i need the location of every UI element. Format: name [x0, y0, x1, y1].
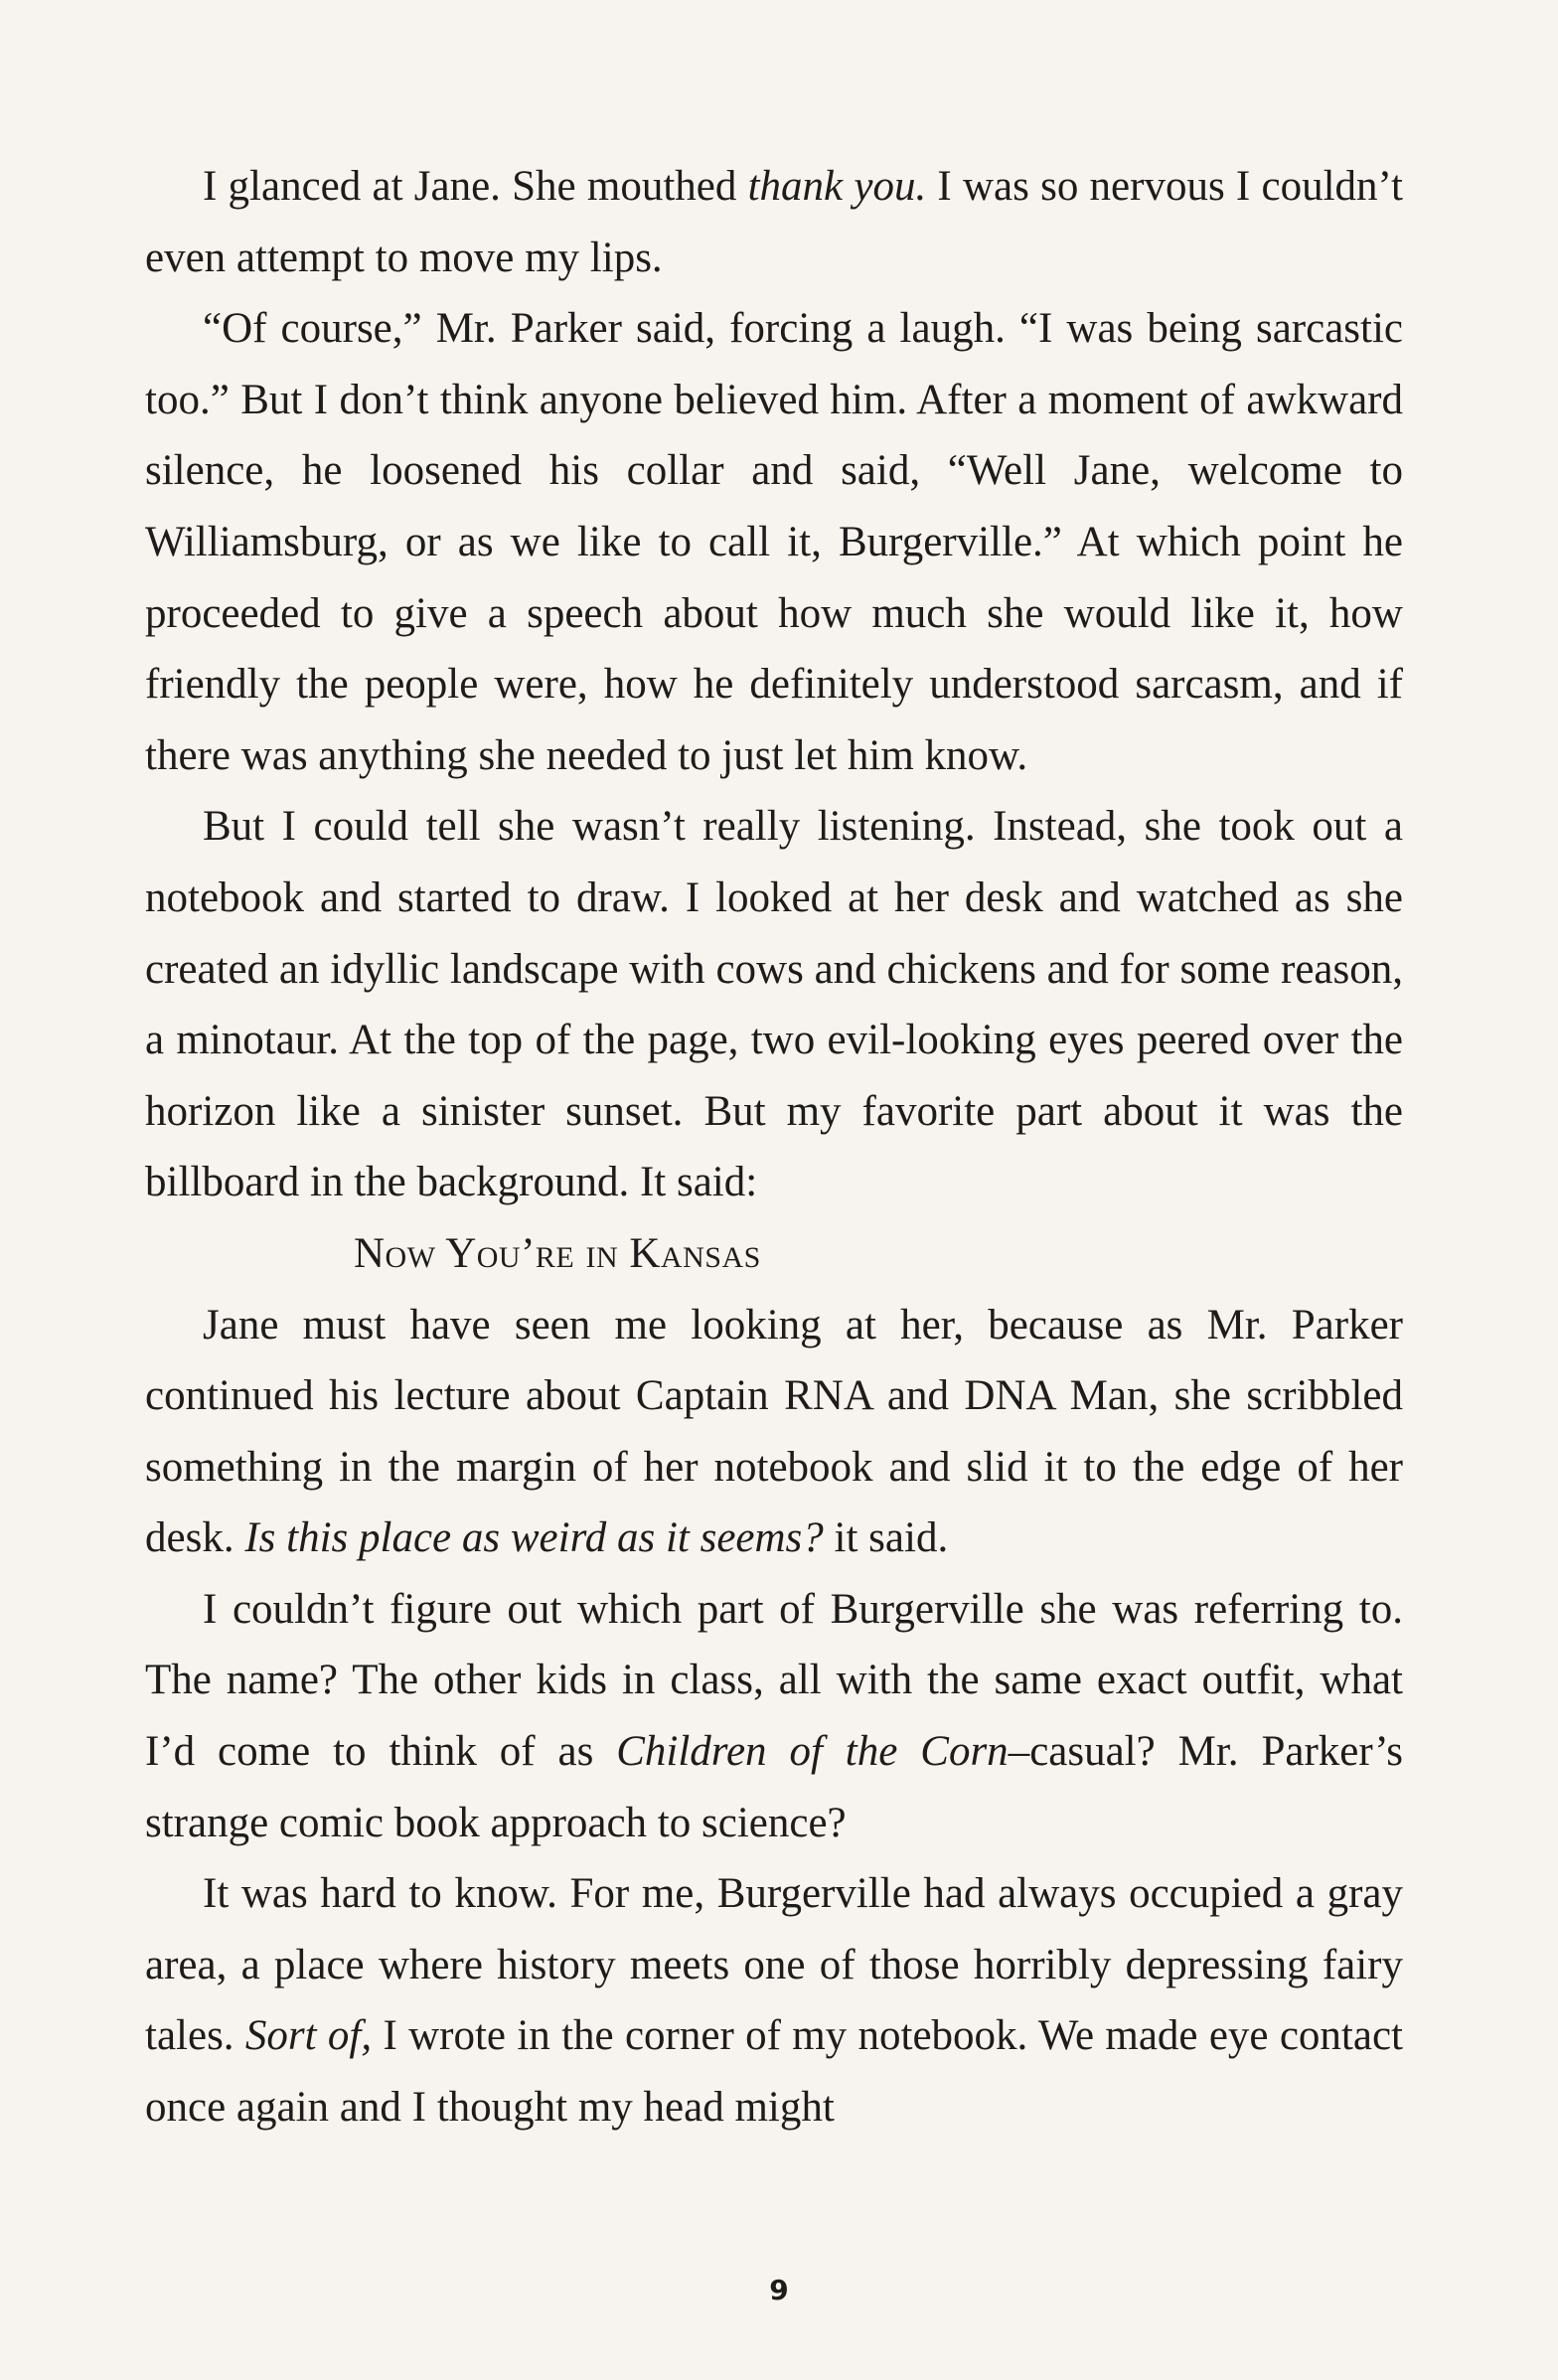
paragraph-6-text-a: It was hard to know. For me, Burgerville had always occupied a gray area, a place where history meets one of those horribly depressing fairy tales.	[145, 1870, 1403, 2060]
paragraph-1-italic: thank you.	[747, 163, 927, 210]
paragraph-5-italic: Children of the Corn	[616, 1728, 1009, 1776]
paragraph-4-text-a: Jane must have seen me looking at her, because as Mr. Parker continued his lecture about Captain RNA and DNA Man, she scribbled something in the margin of her notebook and slid it to the edge of her desk.	[145, 1301, 1403, 1562]
paragraph-5-text-c: –casual? Mr. Parker’s strange comic book approach to science?	[145, 1728, 1403, 1846]
paragraph-6-italic: Sort of,	[244, 2012, 373, 2060]
paragraph-4-italic: Is this place as weird as it seems?	[244, 1514, 824, 1562]
paragraph-4	[145, 1290, 1403, 1574]
page-number: 9	[769, 2274, 789, 2306]
body-text	[145, 151, 1403, 2143]
paragraph-5-text-a: I couldn’t figure out which part of Burgerville she was referring to. The name? The other kids in class, all with the same exact outfit, what I’d come to think of as	[145, 1585, 1403, 1776]
paragraph-6-text-c: I wrote in the corner of my notebook. We made eye contact once again and I thought my head might	[145, 2012, 1403, 2132]
paragraph-2: “Of course,” Mr. Parker said, forcing a laugh. “I was being sarcastic too.” But I don’t think anyone believed him. After a moment of awkward silence, he loosened his collar and said, “Well Jane, welcome to Williamsburg, or as we like to call it, Burgerville.” At which point he proceeded to give a speech about how much she would like it, how friendly the people were, how he definitely understood sarcasm, and if there was anything she needed to just let him know.	[145, 305, 1403, 779]
paragraph-1-text-c: I was so nervous I couldn’t even attempt to move my lips.	[145, 163, 1404, 281]
paragraph-1-text-a: I glanced at Jane. She mouthed	[203, 163, 748, 210]
paragraph-4-text-c: it said.	[823, 1514, 949, 1562]
billboard-text: Now You’re in Kansas	[354, 1229, 761, 1277]
paragraph-5	[145, 1574, 1403, 1858]
paragraph-1	[145, 151, 1403, 293]
paragraph-6	[145, 1858, 1403, 2142]
paragraph-3: But I could tell she wasn’t really listening. Instead, she took out a notebook and started to draw. I looked at her desk and watched as she created an idyllic landscape with cows and chickens and for some reason, a minotaur. At the top of the page, two evil-looking eyes peered over the horizon like a sinister sunset. But my favorite part about it was the billboard in the background. It said:	[145, 803, 1403, 1206]
